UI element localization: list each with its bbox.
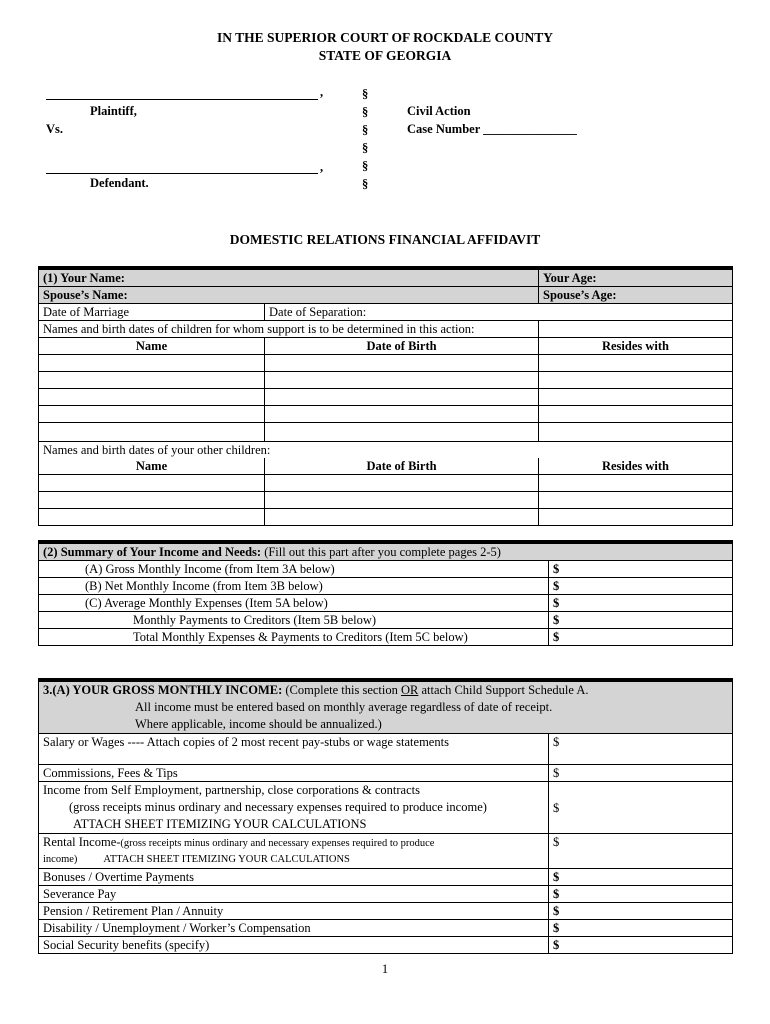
summary-heading-bold: (2) Summary of Your Income and Needs: — [43, 545, 262, 559]
section-2-table — [38, 540, 733, 646]
court-name: IN THE SUPERIOR COURT OF ROCKDALE COUNTY — [216, 30, 554, 45]
average-monthly-expenses-field[interactable]: $ — [549, 595, 733, 612]
rental-line-2b: ATTACH SHEET ITEMIZING YOUR CALCULATIONS — [103, 854, 350, 865]
section-3-table — [38, 678, 733, 954]
plaintiff-label: Plaintiff, — [90, 104, 137, 118]
gross-income-heading-text2: attach Child Support Schedule A. — [418, 683, 589, 697]
self-employment-line-1: Income from Self Employment, partnership, close corporations & contracts — [43, 783, 420, 797]
gross-income-note-1: All income must be entered based on monthly average regardless of date of receipt. — [135, 700, 553, 714]
total-monthly-expenses-field[interactable]: $ — [549, 629, 733, 646]
section-symbols — [362, 85, 368, 193]
form-title: DOMESTIC RELATIONS FINANCIAL AFFIDAVIT — [229, 232, 541, 247]
self-employment-amount-field[interactable]: $ — [549, 782, 733, 834]
salary-amount-field[interactable]: $ — [549, 734, 733, 765]
spouse-name-field[interactable]: Spouse’s Name: — [39, 287, 539, 304]
summary-row-label: (B) Net Monthly Income (from Item 3B below) — [39, 578, 549, 595]
social-security-label: Social Security benefits (specify) — [39, 937, 549, 954]
date-of-marriage-field[interactable]: Date of Marriage — [39, 304, 265, 321]
children-name-header: Name — [39, 338, 265, 355]
social-security-amount-field[interactable]: $ — [549, 937, 733, 954]
self-employment-line-3: ATTACH SHEET ITEMIZING YOUR CALCULATIONS — [73, 817, 367, 831]
bonuses-label: Bonuses / Overtime Payments — [39, 869, 549, 886]
children-support-label-cell — [539, 321, 733, 338]
gross-income-note-2: Where applicable, income should be annualized.) — [135, 717, 382, 731]
gross-income-heading — [39, 680, 733, 734]
section-symbol: § — [362, 87, 369, 101]
rental-line-2a: income) — [43, 854, 78, 865]
salary-label: Salary or Wages ---- Attach copies of 2 most recent pay-stubs or wage statements — [39, 734, 549, 765]
section-symbol: § — [362, 105, 369, 119]
summary-row-label: Total Monthly Expenses & Payments to Creditors (Item 5C below) — [39, 629, 549, 646]
defendant-name-line[interactable] — [46, 173, 318, 174]
table-row[interactable] — [39, 492, 733, 509]
gross-income-heading-or: OR — [400, 683, 419, 697]
date-of-separation-field[interactable]: Date of Separation: — [265, 304, 733, 321]
severance-amount-field[interactable]: $ — [549, 886, 733, 903]
pension-label: Pension / Retirement Plan / Annuity — [39, 903, 549, 920]
gross-income-heading-bold: 3.(A) YOUR GROSS MONTHLY INCOME: — [43, 683, 283, 697]
rental-line-1b: (gross receipts minus ordinary and necessary expenses required to produce — [120, 838, 435, 849]
page-number: 1 — [381, 962, 389, 976]
table-row[interactable] — [39, 372, 733, 389]
your-name-field[interactable]: (1) Your Name: — [39, 268, 539, 287]
versus-label: Vs. — [46, 122, 64, 136]
children-resides-header: Resides with — [539, 338, 733, 355]
summary-row-label: Monthly Payments to Creditors (Item 5B below) — [39, 612, 549, 629]
children-dob-header: Date of Birth — [265, 338, 539, 355]
monthly-payments-creditors-field[interactable]: $ — [549, 612, 733, 629]
summary-row-label: (C) Average Monthly Expenses (Item 5A below) — [39, 595, 549, 612]
section-1-table — [38, 266, 733, 526]
gross-income-heading-text: (Complete this section — [282, 683, 401, 697]
commissions-label: Commissions, Fees & Tips — [39, 765, 549, 782]
spouse-age-field[interactable]: Spouse’s Age: — [539, 287, 733, 304]
disability-amount-field[interactable]: $ — [549, 920, 733, 937]
case-number-field[interactable]: Case Number _______________ — [407, 122, 577, 136]
defendant-label: Defendant. — [90, 176, 149, 190]
civil-action-label: Civil Action — [407, 104, 471, 118]
state-name: STATE OF GEORGIA — [318, 48, 452, 63]
section-symbol: § — [362, 159, 369, 173]
pension-amount-field[interactable]: $ — [549, 903, 733, 920]
gross-monthly-income-field[interactable]: $ — [549, 561, 733, 578]
other-children-label: Names and birth dates of your other children: — [39, 442, 733, 459]
section-symbol: § — [362, 123, 369, 137]
plaintiff-comma: , — [320, 85, 324, 99]
rental-income-label — [39, 834, 549, 869]
summary-row-label: (A) Gross Monthly Income (from Item 3A below) — [39, 561, 549, 578]
section-symbol: § — [362, 141, 369, 155]
table-row[interactable] — [39, 355, 733, 372]
severance-label: Severance Pay — [39, 886, 549, 903]
table-row[interactable] — [39, 423, 733, 442]
children-support-label: Names and birth dates of children for whom support is to be determined in this action: — [39, 321, 539, 338]
table-row[interactable] — [39, 475, 733, 492]
other-children-name-header: Name — [39, 458, 265, 475]
defendant-comma: , — [320, 160, 324, 174]
rental-income-amount-field[interactable]: $ — [549, 834, 733, 869]
bonuses-amount-field[interactable]: $ — [549, 869, 733, 886]
your-age-field[interactable]: Your Age: — [539, 268, 733, 287]
section-symbol: § — [362, 177, 369, 191]
plaintiff-name-line[interactable] — [46, 99, 318, 100]
summary-heading-note: (Fill out this part after you complete pages 2-5) — [261, 545, 501, 559]
summary-heading — [39, 542, 733, 561]
other-children-resides-header: Resides with — [539, 458, 733, 475]
net-monthly-income-field[interactable]: $ — [549, 578, 733, 595]
self-employment-label — [39, 782, 549, 834]
commissions-amount-field[interactable]: $ — [549, 765, 733, 782]
other-children-dob-header: Date of Birth — [265, 458, 539, 475]
table-row[interactable] — [39, 406, 733, 423]
disability-label: Disability / Unemployment / Worker’s Compensation — [39, 920, 549, 937]
self-employment-line-2: (gross receipts minus ordinary and necessary expenses required to produce income) — [69, 800, 487, 814]
table-row[interactable] — [39, 389, 733, 406]
table-row[interactable] — [39, 509, 733, 526]
rental-line-1a: Rental Income- — [43, 835, 121, 849]
